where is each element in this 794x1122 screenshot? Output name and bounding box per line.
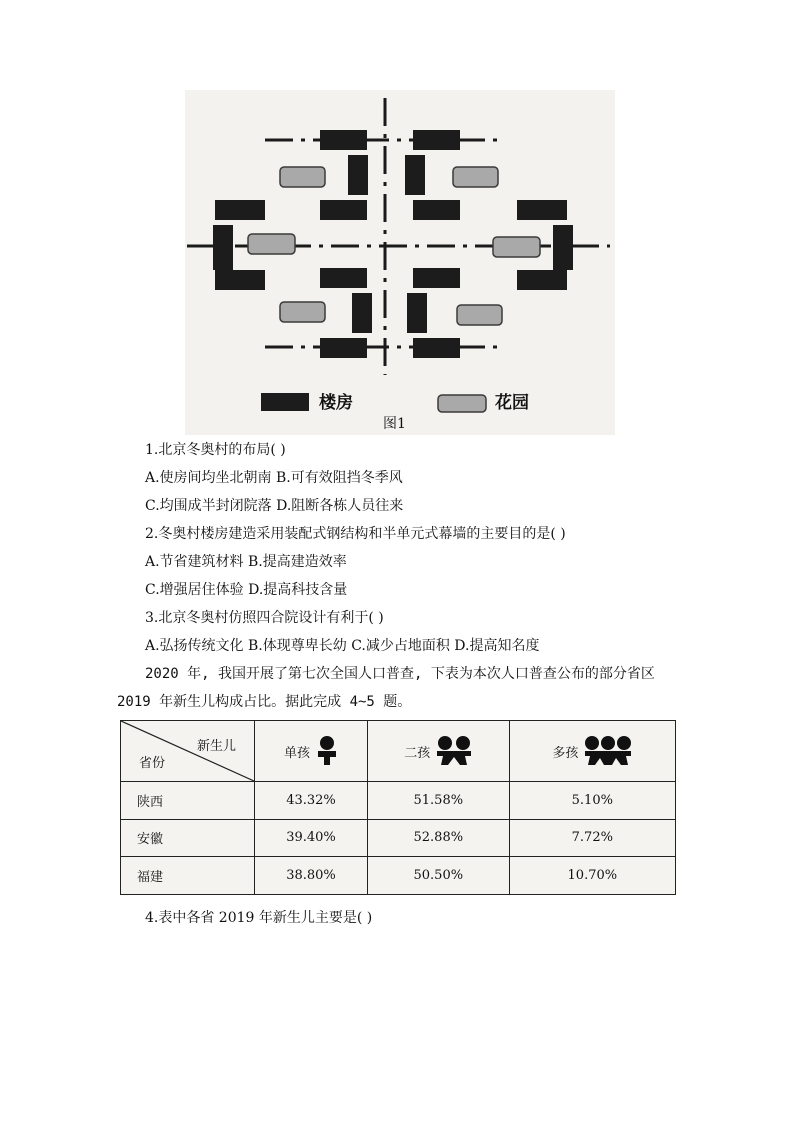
value-cell: 43.32% [255, 782, 368, 820]
two-children-icon [436, 735, 472, 767]
table-header-row [121, 721, 676, 782]
question-1-options-line-1: A.使房间均坐北朝南 B.可有效阻挡冬季风 [145, 470, 403, 486]
garden [248, 234, 295, 254]
building [413, 268, 460, 288]
province-cell: 安徽 [121, 819, 255, 857]
building [407, 293, 427, 333]
building [413, 130, 460, 150]
question-3-stem: 3.北京冬奥村仿照四合院设计有利于( ) [145, 610, 384, 626]
column-header-two [367, 721, 509, 782]
building [553, 225, 573, 270]
value-cell: 50.50% [367, 857, 509, 895]
question-1-options-line-2: C.均围成半封闭院落 D.阻断各栋人员往来 [145, 498, 404, 514]
building [517, 270, 567, 290]
column-header-multiple [509, 721, 675, 782]
building [320, 338, 367, 358]
intro-line-1: 2020 年, 我国开展了第七次全国人口普查, 下表为本次人口普查公布的部分省区 [145, 666, 655, 682]
question-4-stem: 4.表中各省 2019 年新生儿主要是( ) [145, 910, 373, 926]
building [215, 200, 265, 220]
corner-label-province: 省份 [139, 756, 166, 771]
column-label: 单孩 [283, 745, 310, 761]
legend-garden-swatch [438, 395, 486, 412]
value-cell: 52.88% [367, 819, 509, 857]
value-cell: 51.58% [367, 782, 509, 820]
question-2-options-line-2: C.增强居住体验 D.提高科技含量 [145, 582, 348, 598]
building [413, 338, 460, 358]
building [320, 200, 367, 220]
garden [493, 237, 540, 257]
table-corner-cell [121, 721, 255, 782]
garden [280, 302, 325, 322]
value-cell: 39.40% [255, 819, 368, 857]
building [320, 268, 367, 288]
building [352, 293, 372, 333]
question-3-options-line-1: A.弘扬传统文化 B.体现尊卑长幼 C.减少占地面积 D.提高知名度 [145, 638, 540, 654]
village-layout-figure [185, 90, 615, 435]
table-row [121, 819, 676, 857]
figure-caption: 图1 [383, 416, 406, 432]
garden [457, 305, 502, 325]
legend-building-swatch [261, 393, 309, 411]
question-1-stem: 1.北京冬奥村的布局( ) [145, 442, 286, 458]
column-label: 二孩 [404, 745, 431, 761]
multiple-children-icon [584, 735, 632, 767]
intro-line-2: 2019 年新生儿构成占比。据此完成 4~5 题。 [117, 694, 412, 710]
building [517, 200, 567, 220]
table-row [121, 782, 676, 820]
garden [453, 167, 498, 187]
corner-label-newborn: 新生儿 [196, 739, 236, 754]
column-label: 多孩 [552, 745, 579, 761]
legend-building-label: 楼房 [319, 393, 353, 413]
newborn-composition-table [120, 720, 676, 895]
value-cell: 5.10% [509, 782, 675, 820]
province-cell: 陕西 [121, 782, 255, 820]
province-cell: 福建 [121, 857, 255, 895]
garden [280, 167, 325, 187]
value-cell: 7.72% [509, 819, 675, 857]
building [348, 155, 368, 195]
building [413, 200, 460, 220]
building [405, 155, 425, 195]
column-header-single [255, 721, 368, 782]
table-row [121, 857, 676, 895]
legend-garden-label: 花园 [495, 393, 529, 413]
question-2-options-line-1: A.节省建筑材料 B.提高建造效率 [145, 554, 347, 570]
layout-diagram [185, 90, 615, 435]
value-cell: 10.70% [509, 857, 675, 895]
building [213, 225, 233, 270]
question-2-stem: 2.冬奥村楼房建造采用装配式钢结构和半单元式幕墙的主要目的是( ) [145, 526, 566, 542]
single-child-icon [316, 735, 338, 767]
building [320, 130, 367, 150]
value-cell: 38.80% [255, 857, 368, 895]
building [215, 270, 265, 290]
